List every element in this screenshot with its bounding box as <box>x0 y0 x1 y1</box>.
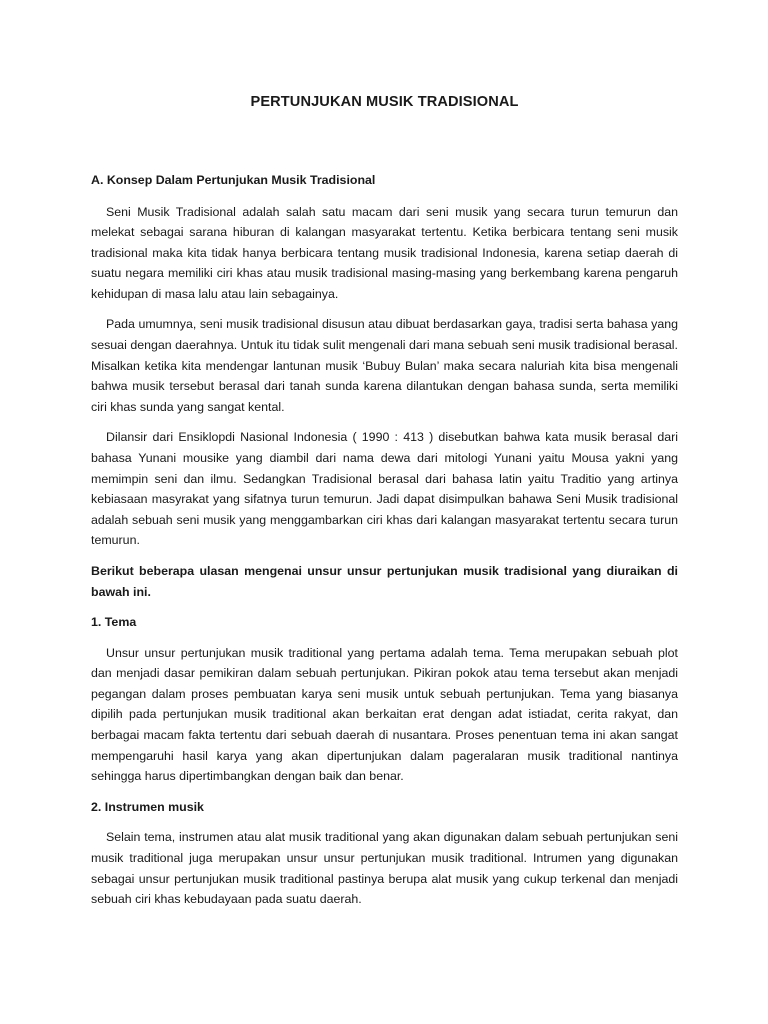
paragraph-tema: Unsur unsur pertunjukan musik traditional yang pertama adalah tema. Tema merupakan sebuah plot dan menjadi dasar pemikiran dalam sebuah pertunjukan. Pikiran pokok atau tema tersebut akan menjadi pegangan dalam proses pembuatan karya seni musik untuk sebuah pertunjukan. Tema yang biasanya dipilih pada pertunjukan musik traditional akan berkaitan erat dengan adat istiadat, cerita rakyat, dan berbagai macam fakta tertentu dari sebuah daerah di nusantara. Proses penentuan tema ini akan sangat mempengaruhi hasil karya yang akan dipertunjukan dalam pageralaran musik traditional nantinya sehingga harus dipertimbangkan dengan baik dan benar. <box>91 645 678 784</box>
paragraph-1: Seni Musik Tradisional adalah salah satu macam dari seni musik yang secara turun temurun dan melekat sebagai sarana hiburan di kalangan masyarakat tertentu. Ketika berbicara tentang seni musik tradisional maka kita tidak hanya berbicara tentang musik tradisional Indonesia, karena setiap daerah di suatu negara memiliki ciri khas atau musik tradisional masing-masing yang berkembang karena pengaruh kehidupan di masa lalu atau lain sebagainya. <box>91 204 678 301</box>
subheading-instrumen: 2. Instrumen musik <box>91 799 204 814</box>
paragraph-instrumen: Selain tema, instrumen atau alat musik traditional yang akan digunakan dalam sebuah pertunjukan seni musik traditional juga merupakan unsur unsur pertunjukan musik traditional. Intrumen yang digunakan sebagai unsur pertunjukan musik traditional pastinya berupa alat musik yang cukup terkenal dan menjadi sebuah ciri khas kebudayaan pada suatu daerah. <box>91 830 678 907</box>
subheading-tema: 1. Tema <box>91 615 137 630</box>
paragraph-3: Dilansir dari Ensiklopdi Nasional Indonesia ( 1990 : 413 ) disebutkan bahwa kata musik berasal dari bahasa Yunani mousike yang diambil dari nama dewa dari mitologi Yunani yaitu Mousa yakni yang memimpin seni dan ilmu. Sedangkan Tradisional berasal dari bahasa latin yaitu Traditio yang artinya kebiasaan masyrakat yang sifatnya turun temurun. Jadi dapat disimpulkan bahawa Seni Musik tradisional adalah sebuah seni musik yang menggambarkan ciri khas dari kalangan masyarakat tertentu secara turun temurun. <box>91 430 678 548</box>
paragraph-2: Pada umumnya, seni musik tradisional disusun atau dibuat berdasarkan gaya, tradisi serta bahasa yang sesuai dengan daerahnya. Untuk itu tidak sulit mengenali dari mana sebuah seni musik tradisional berasal. Misalkan ketika kita mendengar lantunan musik ‘Bubuy Bulan’ maka secara naluriah kita bisa mengenali bahwa musik tersebut berasal dari tanah sunda karena dilantukan dengan bahasa sunda, serta memiliki ciri khas sunda yang sangat kental. <box>91 317 678 414</box>
section-heading-a: A. Konsep Dalam Pertunjukan Musik Tradisional <box>91 173 376 187</box>
intro-bold-paragraph: Berikut beberapa ulasan mengenai unsur unsur pertunjukan musik tradisional yang diuraikan di bawah ini. <box>91 564 678 599</box>
document-title: PERTUNJUKAN MUSIK TRADISIONAL <box>250 94 519 110</box>
document-page <box>91 94 678 920</box>
